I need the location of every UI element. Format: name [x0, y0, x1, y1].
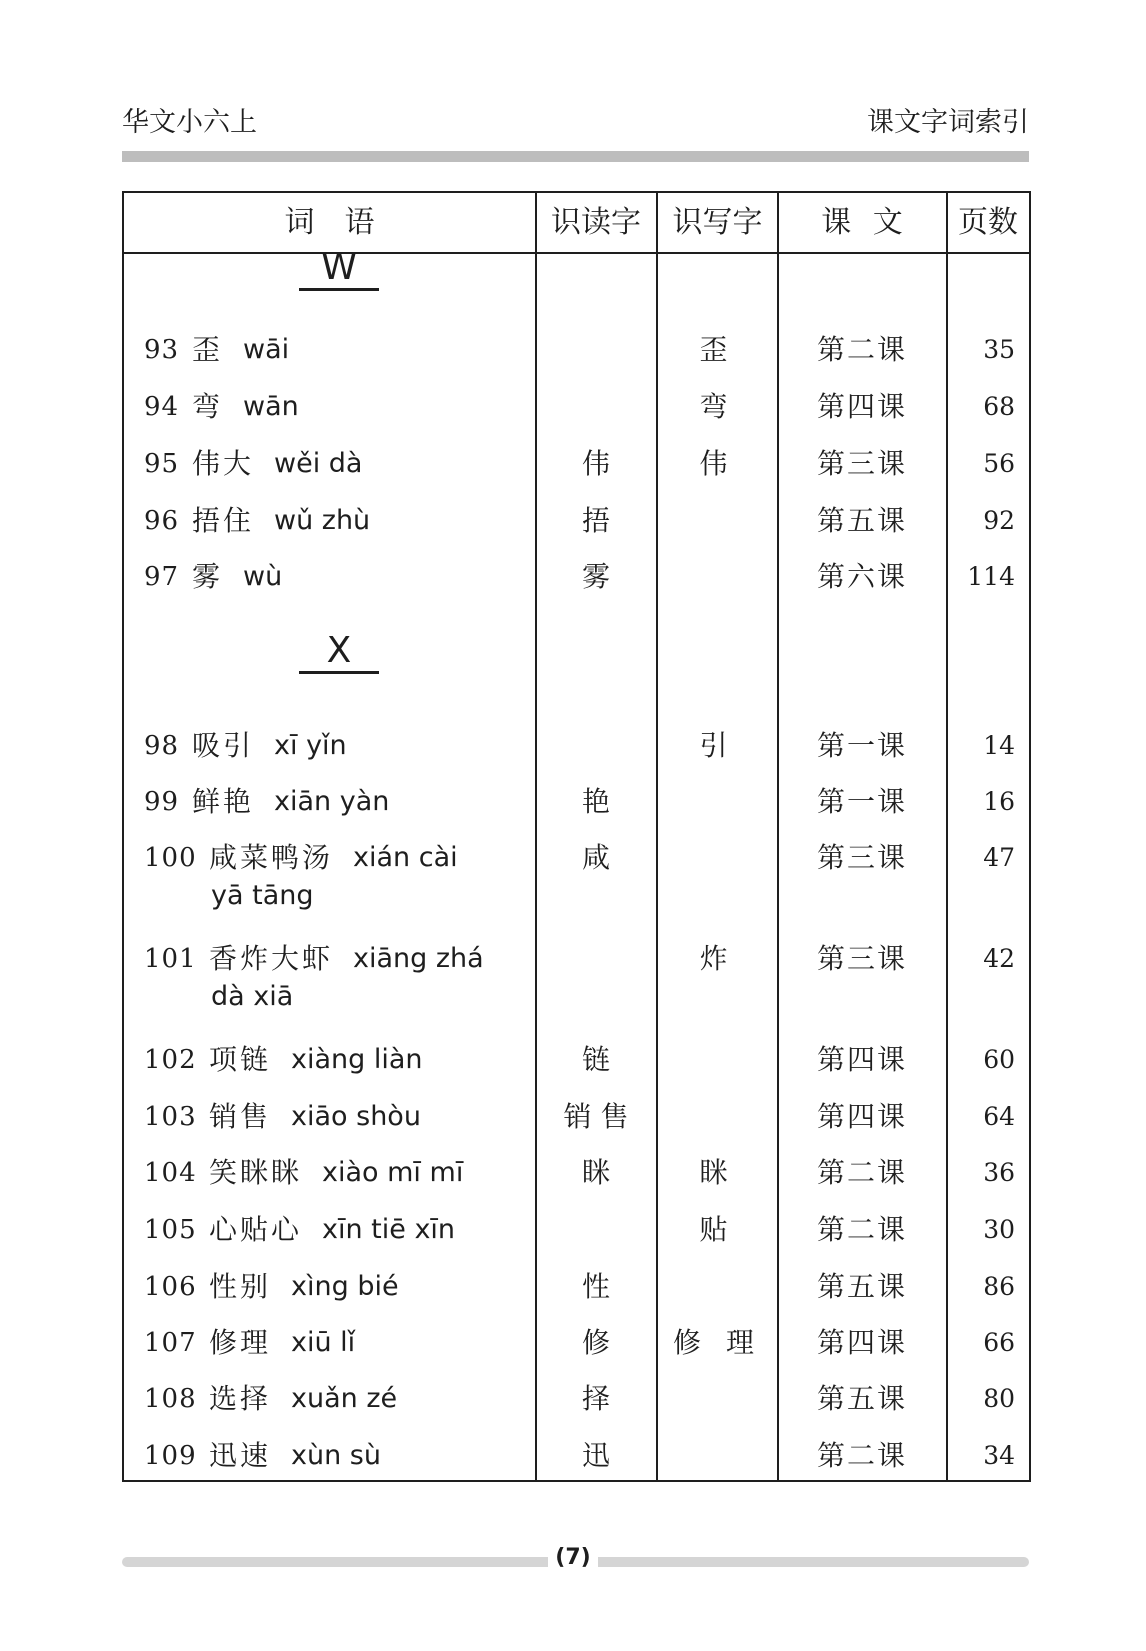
lesson: 第四课 [816, 1326, 907, 1359]
entry-word: 修理 [209, 1326, 272, 1359]
entry-word: 咸菜鸭汤 [209, 841, 334, 874]
entry-number: 103 [144, 1102, 197, 1132]
lesson: 第四课 [816, 390, 907, 423]
read-characters: 性 [581, 1270, 610, 1303]
table-row [124, 330, 1029, 370]
read-characters: 修 [581, 1326, 610, 1359]
lesson: 第一课 [816, 785, 907, 818]
page-ref: 16 [983, 787, 1015, 816]
page-ref: 30 [983, 1215, 1015, 1244]
lesson: 第四课 [816, 1100, 907, 1133]
lesson: 第五课 [816, 1270, 907, 1303]
entry-number: 99 [144, 787, 180, 817]
entry-word: 弯 [192, 390, 224, 423]
table-row [124, 1379, 1029, 1419]
book-title: 华文小六上 [122, 107, 257, 138]
lesson: 第三课 [816, 942, 907, 975]
page-ref: 86 [983, 1272, 1015, 1301]
table-row [124, 444, 1029, 484]
entry-pinyin: wān [243, 391, 299, 422]
entry-pinyin: xuǎn zé [291, 1383, 398, 1414]
lesson: 第五课 [816, 1382, 907, 1415]
lesson: 第二课 [816, 1156, 907, 1189]
entry-word: 性别 [209, 1270, 272, 1303]
entry-number: 109 [144, 1441, 197, 1471]
header-rule [122, 151, 1029, 162]
page-ref: 92 [983, 506, 1015, 535]
read-characters: 伟 [581, 447, 610, 480]
entry-number: 98 [144, 731, 180, 761]
column-header-page: 页数 [958, 205, 1018, 240]
entry-word: 笑眯眯 [209, 1156, 303, 1189]
entry-number: 107 [144, 1328, 197, 1358]
entry-pinyin: xiū lǐ [291, 1327, 356, 1358]
table-row [124, 1153, 1029, 1193]
read-characters: 艳 [581, 785, 610, 818]
section-letter: W [299, 248, 379, 291]
table-row [124, 1210, 1029, 1250]
table-row [124, 726, 1029, 766]
read-characters: 择 [581, 1382, 610, 1415]
column-header-read: 识读字 [551, 205, 641, 240]
page-ref: 66 [983, 1328, 1015, 1357]
entry-word: 歪 [192, 333, 224, 366]
entry-pinyin: xiào mī mī [322, 1157, 464, 1188]
entry-word: 香炸大虾 [209, 942, 334, 975]
entry-number: 100 [144, 843, 197, 873]
entry-word: 心贴心 [209, 1213, 303, 1246]
write-characters: 眯 [699, 1156, 736, 1189]
entry-number: 105 [144, 1215, 197, 1245]
page-number: (7) [548, 1545, 598, 1570]
table-row [124, 557, 1029, 597]
read-characters: 销 售 [563, 1100, 629, 1133]
lesson: 第三课 [816, 447, 907, 480]
write-characters: 贴 [699, 1213, 736, 1246]
entry-word: 销售 [209, 1100, 272, 1133]
section-letter: X [299, 631, 379, 674]
table-row [124, 1323, 1029, 1363]
column-header-lesson: 课 文 [821, 205, 903, 240]
page-ref: 60 [983, 1045, 1015, 1074]
entry-pinyin: wù [243, 561, 283, 592]
entry-number: 102 [144, 1045, 197, 1075]
column-header-word: 词 语 [284, 205, 375, 240]
vocabulary-index-table [122, 191, 1031, 1482]
column-header-write: 识写字 [672, 205, 763, 240]
lesson: 第一课 [816, 729, 907, 762]
entry-number: 106 [144, 1272, 197, 1302]
read-characters: 雾 [581, 560, 610, 593]
write-characters: 伟 [699, 447, 736, 480]
entry-pinyin: xìng bié [291, 1271, 399, 1302]
entry-number: 101 [144, 944, 197, 974]
lesson: 第六课 [816, 560, 907, 593]
entry-number: 96 [144, 506, 180, 536]
table-row [124, 838, 1029, 911]
write-characters: 弯 [699, 390, 736, 423]
table-row [124, 782, 1029, 822]
read-characters: 捂 [581, 504, 610, 537]
entry-word: 迅速 [209, 1439, 272, 1472]
lesson: 第五课 [816, 504, 907, 537]
entry-pinyin: xī yǐn [274, 730, 347, 761]
entry-number: 95 [144, 449, 180, 479]
entry-number: 94 [144, 392, 180, 422]
page-ref: 56 [983, 449, 1015, 478]
entry-pinyin: wěi dà [274, 448, 363, 479]
section-title: 课文字词索引 [867, 107, 1029, 138]
entry-word: 项链 [209, 1043, 272, 1076]
entry-number: 93 [144, 335, 180, 365]
entry-word: 鲜艳 [192, 785, 255, 818]
page-ref: 64 [983, 1102, 1015, 1131]
page-ref: 34 [983, 1441, 1015, 1470]
page-ref: 42 [983, 944, 1015, 973]
lesson: 第二课 [816, 1439, 907, 1472]
entry-pinyin: xiàng liàn [291, 1044, 423, 1075]
entry-number: 97 [144, 562, 180, 592]
lesson: 第二课 [816, 333, 907, 366]
table-row [124, 1436, 1029, 1476]
header-divider [124, 252, 1029, 254]
table-row [124, 387, 1029, 427]
entry-pinyin: xiāo shòu [291, 1101, 421, 1132]
entry-pinyin: wǔ zhù [274, 505, 371, 536]
read-characters: 链 [581, 1043, 610, 1076]
lesson: 第二课 [816, 1213, 907, 1246]
page-ref: 36 [983, 1158, 1015, 1187]
table-row [124, 939, 1029, 1012]
page-ref: 80 [983, 1384, 1015, 1413]
read-characters: 眯 [581, 1156, 610, 1189]
page-ref: 35 [983, 335, 1015, 364]
page-ref: 114 [967, 562, 1015, 591]
read-characters: 迅 [581, 1439, 610, 1472]
entry-number: 104 [144, 1158, 197, 1188]
page-ref: 47 [983, 843, 1015, 872]
table-row [124, 501, 1029, 541]
table-row [124, 1097, 1029, 1137]
table-row [124, 1267, 1029, 1307]
entry-pinyin-continued: dà xiā [211, 981, 294, 1012]
table-row [124, 1040, 1029, 1080]
lesson: 第四课 [816, 1043, 907, 1076]
entry-pinyin: xiān yàn [274, 786, 390, 817]
write-characters: 炸 [699, 942, 736, 975]
entry-pinyin: xiāng zhá [353, 943, 484, 974]
entry-word: 选择 [209, 1382, 272, 1415]
entry-pinyin: xùn sù [291, 1440, 381, 1471]
entry-word: 雾 [192, 560, 224, 593]
entry-word: 伟大 [192, 447, 255, 480]
entry-pinyin: xián cài [353, 842, 458, 873]
entry-pinyin: xīn tiē xīn [322, 1214, 456, 1245]
entry-word: 捂住 [192, 504, 255, 537]
write-characters: 修 理 [673, 1326, 762, 1359]
entry-pinyin-continued: yā tāng [211, 880, 314, 911]
write-characters: 歪 [699, 333, 736, 366]
page-ref: 68 [983, 392, 1015, 421]
entry-pinyin: wāi [243, 334, 290, 365]
read-characters: 咸 [581, 841, 610, 874]
write-characters: 引 [699, 729, 736, 762]
entry-word: 吸引 [192, 729, 255, 762]
lesson: 第三课 [816, 841, 907, 874]
page-ref: 14 [983, 731, 1015, 760]
entry-number: 108 [144, 1384, 197, 1414]
